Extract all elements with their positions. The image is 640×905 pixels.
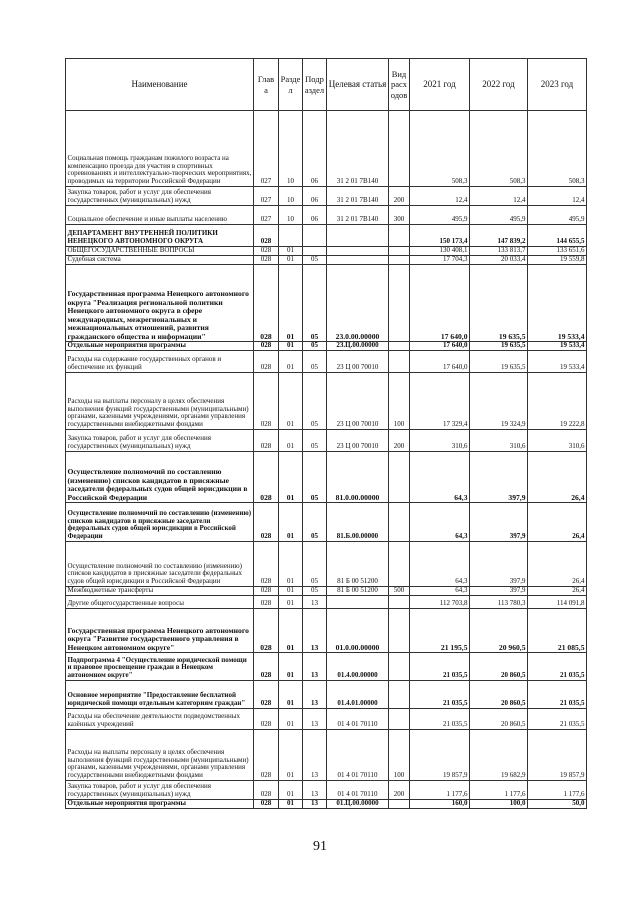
cell-2022: 19 635,5: [470, 351, 528, 373]
cell-target-article: 23 Ц 00 70010: [327, 430, 389, 452]
cell-podrazdel: 05: [303, 351, 327, 373]
cell-name: Расходы на выплаты персоналу в целях обеспечения выполнения функций государственными (муниципальными) органами, казенными учреждениями, органами управления государственными внебюджетными фондами: [66, 373, 254, 430]
cell-2023: 508,3: [528, 111, 587, 187]
header-glava: Глав а: [254, 59, 279, 111]
table-row: [66, 430, 587, 452]
table-body: [66, 111, 587, 809]
cell-name: Осуществление полномочий по составлению (изменению) списков кандидатов в присяжные заседатели федеральных судов общей юрисдикции в Российской Федерации: [66, 452, 254, 503]
cell-expense-type: [389, 596, 410, 609]
cell-2022: 397,9: [470, 542, 528, 587]
cell-2022: 20 033,4: [470, 256, 528, 265]
cell-razdel: 01: [279, 781, 303, 800]
cell-target-article: 81.0.00.00000: [327, 452, 389, 503]
cell-name: Социальная помощь гражданам пожилого возраста на компенсацию проезда для участия в спортивных соревнованиях и интеллектуально-творческих мероприятиях, проводимых на территории Российской Федерации: [66, 111, 254, 187]
cell-podrazdel: 13: [303, 800, 327, 809]
table-row: [66, 709, 587, 730]
cell-podrazdel: 13: [303, 681, 327, 709]
cell-target-article: 23 Ц 00 70010: [327, 373, 389, 430]
cell-target-article: [327, 256, 389, 265]
cell-target-article: [327, 596, 389, 609]
cell-2022: 19 324,9: [470, 373, 528, 430]
cell-2022: 508,3: [470, 111, 528, 187]
cell-name: Отдельные мероприятия программы: [66, 342, 254, 351]
cell-glava: 028: [254, 503, 279, 542]
cell-name: Осуществление полномочий по составлению (изменению) списков кандидатов в присяжные заседатели федеральных судов общей юрисдикции в Российской Федерации: [66, 542, 254, 587]
cell-target-article: 01 4 01 70110: [327, 781, 389, 800]
cell-podrazdel: 05: [303, 265, 327, 342]
cell-expense-type: [389, 503, 410, 542]
cell-expense-type: [389, 452, 410, 503]
cell-glava: 028: [254, 351, 279, 373]
cell-expense-type: 100: [389, 730, 410, 781]
cell-glava: 028: [254, 709, 279, 730]
cell-target-article: [327, 225, 389, 247]
cell-2021: 112 703,8: [410, 596, 470, 609]
cell-target-article: 31 2 01 7В140: [327, 187, 389, 206]
cell-2022: 19 682,9: [470, 730, 528, 781]
cell-glava: 028: [254, 609, 279, 653]
cell-name: Закупка товаров, работ и услуг для обеспечения государственных (муниципальных) нужд: [66, 187, 254, 206]
cell-2023: 26,4: [528, 587, 587, 596]
cell-2022: 1 177,6: [470, 781, 528, 800]
cell-glava: 027: [254, 206, 279, 225]
cell-2021: 17 704,3: [410, 256, 470, 265]
cell-name: Межбюджетные трансферты: [66, 587, 254, 596]
cell-target-article: 31 2 01 7В140: [327, 206, 389, 225]
cell-glava: 028: [254, 452, 279, 503]
table-row: [66, 542, 587, 587]
cell-target-article: 81.Б.00.00000: [327, 503, 389, 542]
cell-2022: 397,9: [470, 587, 528, 596]
cell-razdel: 01: [279, 452, 303, 503]
cell-2023: 12,4: [528, 187, 587, 206]
cell-expense-type: [389, 256, 410, 265]
cell-glava: 028: [254, 373, 279, 430]
cell-2022: 495,9: [470, 206, 528, 225]
cell-2022: 19 635,5: [470, 265, 528, 342]
cell-razdel: 01: [279, 247, 303, 256]
table-row: [66, 342, 587, 351]
cell-glava: 028: [254, 596, 279, 609]
cell-glava: 028: [254, 225, 279, 247]
cell-expense-type: [389, 351, 410, 373]
cell-2022: 397,9: [470, 452, 528, 503]
table-row: [66, 800, 587, 809]
cell-expense-type: [389, 111, 410, 187]
cell-razdel: 10: [279, 111, 303, 187]
cell-2023: 19 222,8: [528, 373, 587, 430]
cell-razdel: 10: [279, 206, 303, 225]
cell-2022: 20 860,5: [470, 653, 528, 681]
cell-razdel: 01: [279, 609, 303, 653]
cell-target-article: [327, 247, 389, 256]
cell-name: Расходы на обеспечение деятельности подведомственных казённых учреждений: [66, 709, 254, 730]
cell-glava: 028: [254, 247, 279, 256]
header-expense-type: Вид расх одов: [389, 59, 410, 111]
cell-name: Основное мероприятие "Предоставление бесплатной юридической помощи отдельным категориям граждан": [66, 681, 254, 709]
cell-podrazdel: 13: [303, 709, 327, 730]
cell-glava: 028: [254, 430, 279, 452]
cell-name: Закупка товаров, работ и услуг для обеспечения государственных (муниципальных) нужд: [66, 781, 254, 800]
cell-glava: 027: [254, 187, 279, 206]
budget-table: [65, 58, 587, 809]
cell-razdel: 01: [279, 430, 303, 452]
cell-podrazdel: [303, 247, 327, 256]
cell-2021: 21 195,5: [410, 609, 470, 653]
cell-2021: 160,0: [410, 800, 470, 809]
cell-podrazdel: [303, 225, 327, 247]
header-razdel: Разде л: [279, 59, 303, 111]
cell-2022: 20 860,5: [470, 681, 528, 709]
cell-podrazdel: 13: [303, 730, 327, 781]
cell-2022: 310,6: [470, 430, 528, 452]
cell-razdel: 01: [279, 681, 303, 709]
cell-2022: 397,9: [470, 503, 528, 542]
cell-expense-type: [389, 542, 410, 587]
cell-glava: 028: [254, 653, 279, 681]
cell-razdel: 01: [279, 351, 303, 373]
cell-expense-type: [389, 247, 410, 256]
cell-razdel: 01: [279, 256, 303, 265]
cell-2021: 1 177,6: [410, 781, 470, 800]
cell-razdel: 01: [279, 342, 303, 351]
header-name: Наименование: [66, 59, 254, 111]
cell-2021: 130 408,1: [410, 247, 470, 256]
table-row: [66, 596, 587, 609]
cell-podrazdel: 05: [303, 503, 327, 542]
cell-2021: 150 173,4: [410, 225, 470, 247]
cell-name: Судебная система: [66, 256, 254, 265]
cell-2023: 26,4: [528, 542, 587, 587]
table-row: [66, 681, 587, 709]
cell-2021: 64,3: [410, 503, 470, 542]
cell-glava: 028: [254, 800, 279, 809]
page-number: 91: [313, 839, 327, 854]
cell-2023: 19 533,4: [528, 265, 587, 342]
cell-2021: 17 640,0: [410, 342, 470, 351]
cell-2023: 19 857,9: [528, 730, 587, 781]
cell-2021: 17 640,0: [410, 265, 470, 342]
cell-2021: 64,3: [410, 542, 470, 587]
cell-2023: 144 655,5: [528, 225, 587, 247]
cell-target-article: 23.Ц.00.00000: [327, 342, 389, 351]
cell-target-article: 81 Б 00 51200: [327, 542, 389, 587]
cell-2023: 495,9: [528, 206, 587, 225]
cell-2021: 19 857,9: [410, 730, 470, 781]
cell-razdel: 01: [279, 596, 303, 609]
table-header-row: [66, 59, 587, 111]
cell-name: ДЕПАРТАМЕНТ ВНУТРЕННЕЙ ПОЛИТИКИ НЕНЕЦКОГО АВТОНОМНОГО ОКРУГА: [66, 225, 254, 247]
cell-expense-type: 200: [389, 187, 410, 206]
cell-expense-type: [389, 225, 410, 247]
cell-2023: 21 035,5: [528, 681, 587, 709]
cell-razdel: 01: [279, 653, 303, 681]
cell-podrazdel: 05: [303, 256, 327, 265]
cell-expense-type: 200: [389, 781, 410, 800]
cell-2021: 64,3: [410, 587, 470, 596]
cell-2023: 21 085,5: [528, 609, 587, 653]
cell-glava: 028: [254, 681, 279, 709]
cell-glava: 028: [254, 342, 279, 351]
cell-razdel: 01: [279, 373, 303, 430]
header-podrazdel: Подр аздел: [303, 59, 327, 111]
cell-expense-type: [389, 609, 410, 653]
cell-razdel: 01: [279, 542, 303, 587]
cell-podrazdel: 13: [303, 609, 327, 653]
cell-expense-type: [389, 342, 410, 351]
table-row: [66, 503, 587, 542]
cell-glava: 028: [254, 256, 279, 265]
cell-2022: 147 839,2: [470, 225, 528, 247]
cell-target-article: 01.4.00.00000: [327, 653, 389, 681]
table-row: [66, 351, 587, 373]
cell-podrazdel: 06: [303, 111, 327, 187]
cell-podrazdel: 13: [303, 781, 327, 800]
cell-target-article: 31 2 01 7В140: [327, 111, 389, 187]
cell-podrazdel: 06: [303, 206, 327, 225]
header-target-article: Целевая статья: [327, 59, 389, 111]
table-row: [66, 247, 587, 256]
cell-glava: 027: [254, 111, 279, 187]
cell-podrazdel: 05: [303, 587, 327, 596]
cell-2023: 21 035,5: [528, 653, 587, 681]
cell-name: Закупка товаров, работ и услуг для обеспечения государственных (муниципальных) нужд: [66, 430, 254, 452]
cell-target-article: 01.0.00.00000: [327, 609, 389, 653]
cell-razdel: 01: [279, 709, 303, 730]
cell-podrazdel: 05: [303, 373, 327, 430]
cell-target-article: 81 Б 00 51200: [327, 587, 389, 596]
cell-2023: 133 651,6: [528, 247, 587, 256]
cell-podrazdel: 06: [303, 187, 327, 206]
cell-razdel: 01: [279, 730, 303, 781]
cell-2021: 17 640,0: [410, 351, 470, 373]
cell-expense-type: [389, 800, 410, 809]
table-row: [66, 187, 587, 206]
cell-target-article: 01.Ц.00.00000: [327, 800, 389, 809]
cell-expense-type: 500: [389, 587, 410, 596]
cell-name: Расходы на содержание государственных органов и обеспечение их функций: [66, 351, 254, 373]
cell-2021: 495,9: [410, 206, 470, 225]
cell-target-article: 01 4 01 70110: [327, 709, 389, 730]
cell-expense-type: [389, 709, 410, 730]
cell-target-article: 23 Ц 00 70010: [327, 351, 389, 373]
table-row: [66, 609, 587, 653]
cell-2021: 21 035,5: [410, 709, 470, 730]
cell-target-article: 01.4.01.00000: [327, 681, 389, 709]
cell-glava: 028: [254, 587, 279, 596]
cell-expense-type: [389, 681, 410, 709]
cell-name: Государственная программа Ненецкого автономного округа "Реализация региональной политики Ненецкого автономного округа в сфере международных, межрегиональных и межнациональных отношений, развития гражданского общества и информации": [66, 265, 254, 342]
cell-2022: 19 635,5: [470, 342, 528, 351]
cell-razdel: 01: [279, 503, 303, 542]
table-row: [66, 452, 587, 503]
cell-2023: 50,0: [528, 800, 587, 809]
cell-podrazdel: 05: [303, 542, 327, 587]
table-row: [66, 206, 587, 225]
cell-2023: 26,4: [528, 452, 587, 503]
cell-podrazdel: 05: [303, 452, 327, 503]
cell-name: Расходы на выплаты персоналу в целях обеспечения выполнения функций государственными (муниципальными) органами, казенными учреждениями, органами управления государственными внебюджетными фондами: [66, 730, 254, 781]
cell-podrazdel: 13: [303, 596, 327, 609]
cell-2022: 20 960,5: [470, 609, 528, 653]
cell-target-article: 01 4 01 70110: [327, 730, 389, 781]
cell-2023: 1 177,6: [528, 781, 587, 800]
cell-expense-type: 100: [389, 373, 410, 430]
cell-2021: 64,3: [410, 452, 470, 503]
table-row: [66, 225, 587, 247]
header-2023: 2023 год: [528, 59, 587, 111]
cell-2021: 17 329,4: [410, 373, 470, 430]
cell-2023: 19 533,4: [528, 342, 587, 351]
cell-expense-type: [389, 265, 410, 342]
table-row: [66, 265, 587, 342]
cell-2021: 21 035,5: [410, 681, 470, 709]
cell-expense-type: [389, 653, 410, 681]
cell-2021: 21 035,5: [410, 653, 470, 681]
cell-name: Осуществление полномочий по составлению (изменению) списков кандидатов в присяжные заседатели федеральных судов общей юрисдикции в Российской Федерации: [66, 503, 254, 542]
cell-2023: 114 091,8: [528, 596, 587, 609]
cell-glava: 028: [254, 542, 279, 587]
table-row: [66, 730, 587, 781]
cell-podrazdel: 05: [303, 342, 327, 351]
cell-glava: 028: [254, 265, 279, 342]
cell-razdel: 01: [279, 587, 303, 596]
cell-2022: 113 780,3: [470, 596, 528, 609]
table-row: [66, 653, 587, 681]
cell-expense-type: 300: [389, 206, 410, 225]
header-2021: 2021 год: [410, 59, 470, 111]
table-row: [66, 587, 587, 596]
cell-glava: 028: [254, 730, 279, 781]
cell-2023: 21 035,5: [528, 709, 587, 730]
header-2022: 2022 год: [470, 59, 528, 111]
cell-razdel: [279, 225, 303, 247]
cell-razdel: 01: [279, 265, 303, 342]
cell-2022: 100,0: [470, 800, 528, 809]
cell-2022: 12,4: [470, 187, 528, 206]
cell-2023: 19 533,4: [528, 351, 587, 373]
cell-name: Другие общегосударственные вопросы: [66, 596, 254, 609]
cell-2021: 12,4: [410, 187, 470, 206]
cell-podrazdel: 05: [303, 430, 327, 452]
cell-2023: 19 559,8: [528, 256, 587, 265]
table-row: [66, 111, 587, 187]
table-row: [66, 373, 587, 430]
cell-glava: 028: [254, 781, 279, 800]
cell-2023: 310,6: [528, 430, 587, 452]
cell-expense-type: 200: [389, 430, 410, 452]
cell-razdel: 10: [279, 187, 303, 206]
cell-2022: 20 860,5: [470, 709, 528, 730]
cell-2021: 310,6: [410, 430, 470, 452]
cell-name: Подпрограмма 4 "Осуществление юридической помощи и правовое просвещение граждан в Ненецком автономном округе": [66, 653, 254, 681]
cell-name: Отдельные мероприятия программы: [66, 800, 254, 809]
cell-podrazdel: 13: [303, 653, 327, 681]
cell-2021: 508,3: [410, 111, 470, 187]
cell-2023: 26,4: [528, 503, 587, 542]
cell-name: Социальное обеспечение и иные выплаты населению: [66, 206, 254, 225]
cell-razdel: 01: [279, 800, 303, 809]
table-row: [66, 781, 587, 800]
cell-name: Государственная программа Ненецкого автономного округа "Развитие государственного управления в Ненецком автономном округе": [66, 609, 254, 653]
cell-name: ОБЩЕГОСУДАРСТВЕННЫЕ ВОПРОСЫ: [66, 247, 254, 256]
cell-target-article: 23.0.00.00000: [327, 265, 389, 342]
table-row: [66, 256, 587, 265]
cell-2022: 133 813,7: [470, 247, 528, 256]
